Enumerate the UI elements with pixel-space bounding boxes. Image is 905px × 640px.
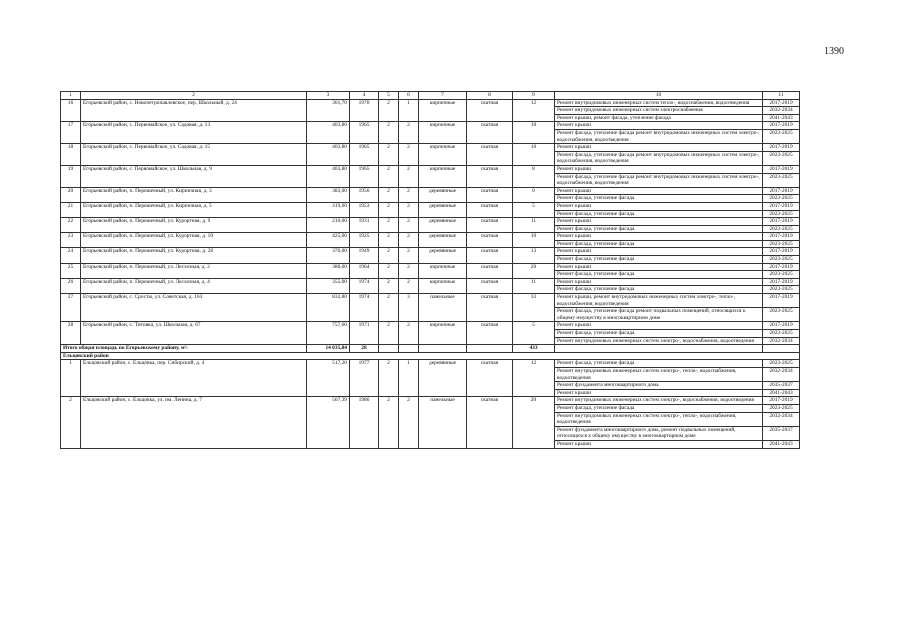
house-row	[61, 248, 800, 256]
roof-type: скатная	[467, 397, 513, 448]
total-area: 567,39	[307, 397, 350, 448]
wall-material: деревянные	[419, 218, 467, 233]
floors-count: 2	[379, 187, 399, 202]
repair-period: 2023-2025	[763, 151, 800, 165]
roof-type: скатная	[467, 294, 513, 322]
house-address: Егорьевский район, п. Перешечный, ул. Лесхозная, д. 2	[81, 263, 307, 278]
floors-count: 2	[379, 397, 399, 448]
floors-count: 2	[379, 144, 399, 166]
wall-material: деревянные	[419, 187, 467, 202]
column-number-11: 11	[763, 92, 800, 100]
wall-material: кирпичные	[419, 165, 467, 187]
total-area: 403,80	[307, 122, 350, 144]
repair-work: Ремонт фасада, утепление фасада ремонт внутридомовых инженерных систем электро-, водоснабжения, водоотведения	[555, 173, 763, 187]
row-number: 28	[61, 322, 81, 345]
house-row	[61, 122, 800, 130]
build-year: 1970	[350, 99, 379, 122]
build-year: 1949	[350, 248, 379, 263]
row-number: 25	[61, 263, 81, 278]
wall-material: кирпичные	[419, 99, 467, 122]
district-total-row	[61, 345, 800, 353]
row-number: 20	[61, 187, 81, 202]
wear-percent: 11	[513, 278, 555, 293]
repair-work: Ремонт внутридомовых инженерных систем электроснабжения	[555, 107, 763, 115]
wall-material: деревянные	[419, 233, 467, 248]
build-year: 1953	[350, 202, 379, 217]
total-area: 757,60	[307, 322, 350, 345]
entrances-count: 2	[399, 202, 419, 217]
wall-material: деревянные	[419, 248, 467, 263]
total-area: 376,00	[307, 248, 350, 263]
build-year: 1931	[350, 218, 379, 233]
build-year: 1965	[350, 144, 379, 166]
roof-type: скатная	[467, 202, 513, 217]
repair-work: Ремонт крыши, ремонт внутридомовых инженерных систем электро-, тепло-, водоснабжения, водоотведения	[555, 294, 763, 308]
house-address: Егорьевский район, с. Первомайское, ул. Садовая, д. 15	[81, 144, 307, 166]
build-year: 1925	[350, 233, 379, 248]
total-area: 425,00	[307, 233, 350, 248]
repair-period: 2041-2043	[763, 440, 800, 448]
house-row	[61, 322, 800, 330]
total-area: 210,00	[307, 218, 350, 233]
roof-type: скатная	[467, 165, 513, 187]
total-area: 832,80	[307, 294, 350, 322]
repair-work: Ремонт крыши	[555, 122, 763, 130]
wear-percent: 13	[513, 248, 555, 263]
roof-type: скатная	[467, 233, 513, 248]
wall-material: деревянные	[419, 360, 467, 397]
repair-work: Ремонт фасада, утепление фасада	[555, 240, 763, 248]
roof-type: скатная	[467, 99, 513, 122]
repair-period: 2023-2025	[763, 129, 800, 143]
repair-period: 2032-2034	[763, 107, 800, 115]
repair-work: Ремонт крыши	[555, 187, 763, 195]
house-address: Егорьевский район, с. Первомайское, ул. Школьная, д. 9	[81, 165, 307, 187]
repair-work: Ремонт крыши	[555, 233, 763, 241]
repair-period: 2041-2043	[763, 389, 800, 397]
entrances-count: 2	[399, 263, 419, 278]
wall-material: кирпичные	[419, 122, 467, 144]
repair-work: Ремонт крыши	[555, 218, 763, 226]
roof-type: скатная	[467, 360, 513, 397]
house-row	[61, 165, 800, 173]
floors-count: 2	[379, 263, 399, 278]
repair-work: Ремонт крыши	[555, 389, 763, 397]
row-number: 16	[61, 99, 81, 122]
column-number-1: 1	[61, 92, 81, 100]
house-address: Егорьевский район, п. Перешечный, ул. Курортная, д. 9	[81, 218, 307, 233]
total-area: 355,00	[307, 278, 350, 293]
build-year: 1986	[350, 397, 379, 448]
repair-work: Ремонт крыши	[555, 144, 763, 152]
repair-work: Ремонт крыши	[555, 263, 763, 271]
repair-work: Ремонт крыши	[555, 202, 763, 210]
house-row	[61, 144, 800, 152]
floors-count: 2	[379, 233, 399, 248]
wall-material: панельные	[419, 397, 467, 448]
wall-material: кирпичные	[419, 144, 467, 166]
repair-period: 2017-2019	[763, 248, 800, 256]
repair-work: Ремонт фасада, утепление фасада	[555, 286, 763, 294]
repair-work: Ремонт внутридомовых инженерных систем тепло-, водоснабжения, водоотведения	[555, 99, 763, 107]
repair-period: 2023-2025	[763, 360, 800, 368]
house-row	[61, 233, 800, 241]
repair-period: 2017-2019	[763, 294, 800, 308]
entrances-count: 1	[399, 99, 419, 122]
repair-period: 2017-2019	[763, 187, 800, 195]
repair-period: 2023-2025	[763, 225, 800, 233]
wear-percent: 10	[513, 233, 555, 248]
page-number: 1390	[824, 46, 844, 57]
repair-period: 2023-2025	[763, 210, 800, 218]
floors-count: 2	[379, 248, 399, 263]
build-year: 1977	[350, 360, 379, 397]
house-address: Егорьевский район, с. Титовка, ул. Школьная, д. 67	[81, 322, 307, 345]
column-number-row	[61, 92, 800, 100]
repair-work: Ремонт крыши	[555, 165, 763, 173]
roof-type: скатная	[467, 322, 513, 345]
repair-period: 2017-2019	[763, 218, 800, 226]
house-address: Егорьевский район, с. Сросты, ул. Советская, д. 163	[81, 294, 307, 322]
repair-period: 2017-2019	[763, 397, 800, 405]
house-row	[61, 202, 800, 210]
roof-type: скатная	[467, 218, 513, 233]
row-number: 21	[61, 202, 81, 217]
repair-period: 2017-2019	[763, 202, 800, 210]
repair-work: Ремонт крыши, ремонт фасада, утепление фасада	[555, 114, 763, 122]
total-area: 403,80	[307, 144, 350, 166]
repair-work: Ремонт фасада, утепление фасада ремонт подвальных помещений, относящихся к общему имуществу в многоквартирном доме	[555, 308, 763, 322]
roof-type: скатная	[467, 187, 513, 202]
repair-period: 2032-2034	[763, 367, 800, 381]
entrances-count: 2	[399, 278, 419, 293]
repair-work: Ремонт фундамента многоквартирного дома, ремонт подвальных помещений, относящихся к общему имуществу в многоквартирном доме	[555, 426, 763, 440]
entrances-count: 3	[399, 294, 419, 322]
row-number: 17	[61, 122, 81, 144]
floors-count: 2	[379, 165, 399, 187]
repair-work: Ремонт внутридомовых инженерных систем электро-, водоснабжения, водоотведения	[555, 337, 763, 345]
house-address: Егорьевский район, п. Перешечный, ул. Курортная, д. 10	[81, 233, 307, 248]
house-address: Егорьевский район, с. Новопетропавловское, пер. Школьный, д. 24	[81, 99, 307, 122]
house-row	[61, 218, 800, 226]
repair-work: Ремонт фасада, утепление фасада ремонт внутридомовых инженерных систем электро-, водоснабжения, водоотведения	[555, 151, 763, 165]
wall-material: деревянные	[419, 202, 467, 217]
entrances-count: 2	[399, 122, 419, 144]
wall-material: кирпичные	[419, 278, 467, 293]
build-year: 1971	[350, 322, 379, 345]
repair-period: 2032-2034	[763, 337, 800, 345]
empty-cell	[379, 345, 399, 353]
floors-count: 2	[379, 122, 399, 144]
repair-work: Ремонт фасада, утепление фасада	[555, 256, 763, 264]
wall-material: кирпичные	[419, 263, 467, 278]
repair-period: 2023-2025	[763, 286, 800, 294]
wear-percent: 8	[513, 165, 555, 187]
roof-type: скатная	[467, 263, 513, 278]
repair-work: Ремонт крыши	[555, 440, 763, 448]
total-area: 403,80	[307, 165, 350, 187]
row-number: 24	[61, 248, 81, 263]
repair-work: Ремонт фундамента многоквартирного дома	[555, 382, 763, 390]
roof-type: скатная	[467, 122, 513, 144]
floors-count: 2	[379, 218, 399, 233]
repair-period: 2041-2043	[763, 114, 800, 122]
repair-work: Ремонт фасада, утепление фасада	[555, 360, 763, 368]
floors-count: 2	[379, 99, 399, 122]
house-row	[61, 187, 800, 195]
wear-percent: 0	[513, 187, 555, 202]
column-number-5: 5	[379, 92, 399, 100]
empty-cell	[763, 345, 800, 353]
capital-repair-table	[60, 91, 800, 449]
repair-period: 2023-2025	[763, 271, 800, 279]
total-label: Итого общая площадь по Егорьевскому району, м²:	[61, 345, 307, 353]
repair-period: 2017-2019	[763, 233, 800, 241]
empty-cell	[399, 345, 419, 353]
row-number: 18	[61, 144, 81, 166]
repair-work: Ремонт внутридомовых инженерных систем электро-, тепло-, водоснабжения, водоотведения	[555, 412, 763, 426]
wear-percent: 5	[513, 322, 555, 345]
house-address: Ельцовский район, с. Ельцовка, ул. им. Ленина, д. 7	[81, 397, 307, 448]
wall-material: кирпичные	[419, 322, 467, 345]
row-number: 23	[61, 233, 81, 248]
entrances-count: 2	[399, 165, 419, 187]
floors-count: 2	[379, 278, 399, 293]
build-year: 1965	[350, 122, 379, 144]
repair-work: Ремонт фасада, утепление фасада	[555, 404, 763, 412]
repair-period: 2017-2019	[763, 263, 800, 271]
total-area: 383,00	[307, 187, 350, 202]
total-area: 380,00	[307, 263, 350, 278]
repair-work: Ремонт внутридомовых инженерных систем электро-, тепло-, водоснабжения, водоотведения	[555, 367, 763, 381]
repair-period: 2023-2025	[763, 173, 800, 187]
wall-material: панельные	[419, 294, 467, 322]
empty-cell	[555, 345, 763, 353]
column-number-2: 2	[81, 92, 307, 100]
column-number-8: 8	[467, 92, 513, 100]
repair-period: 2032-2034	[763, 412, 800, 426]
row-number: 22	[61, 218, 81, 233]
repair-work: Ремонт фасада, утепление фасада	[555, 195, 763, 203]
house-row	[61, 360, 800, 368]
floors-count: 2	[379, 322, 399, 345]
wear-percent: 10	[513, 144, 555, 166]
wear-percent: 11	[513, 218, 555, 233]
wear-percent: 20	[513, 263, 555, 278]
repair-period: 2017-2019	[763, 278, 800, 286]
repair-work: Ремонт крыши	[555, 322, 763, 330]
row-number: 1	[61, 360, 81, 397]
entrances-count: 2	[399, 218, 419, 233]
house-address: Егорьевский район, п. Перешечный, ул. Лесхозная, д. 4	[81, 278, 307, 293]
empty-cell	[419, 345, 467, 353]
repair-period: 2017-2019	[763, 99, 800, 107]
total-area: 319,00	[307, 202, 350, 217]
roof-type: скатная	[467, 278, 513, 293]
repair-period: 2023-2025	[763, 240, 800, 248]
floors-count: 2	[379, 294, 399, 322]
repair-period: 2017-2019	[763, 144, 800, 152]
wear-percent: 12	[513, 360, 555, 397]
repair-work: Ремонт фасада, утепление фасада	[555, 271, 763, 279]
entrances-count: 2	[399, 233, 419, 248]
empty-cell	[467, 345, 513, 353]
column-number-4: 4	[350, 92, 379, 100]
house-address: Ельцовский район, с. Ельцовка, пер. Сибирский, д. 4	[81, 360, 307, 397]
house-address: Егорьевский район, п. Перешечный, ул. Кирпичная, д. 3	[81, 187, 307, 202]
repair-period: 2035-2037	[763, 382, 800, 390]
house-row	[61, 294, 800, 308]
wear-percent: 10	[513, 122, 555, 144]
column-number-3: 3	[307, 92, 350, 100]
repair-period: 2017-2019	[763, 165, 800, 173]
total-area-sum: 14 035,84	[307, 345, 350, 353]
entrances-count: 2	[399, 322, 419, 345]
repair-work: Ремонт крыши	[555, 278, 763, 286]
entrances-count: 1	[399, 360, 419, 397]
column-number-10: 10	[555, 92, 763, 100]
house-row	[61, 278, 800, 286]
entrances-count: 2	[399, 248, 419, 263]
repair-period: 2023-2025	[763, 195, 800, 203]
floors-count: 2	[379, 360, 399, 397]
repair-period: 2035-2037	[763, 426, 800, 440]
repair-period: 2023-2025	[763, 308, 800, 322]
district-name: Ельцовский район	[61, 352, 800, 360]
build-year: 1956	[350, 187, 379, 202]
district-section-row	[61, 352, 800, 360]
house-address: Егорьевский район, п. Перешечный, ул. Кирпичная, д. 5	[81, 202, 307, 217]
repair-period: 2023-2025	[763, 256, 800, 264]
repair-work: Ремонт фасада, утепление фасада	[555, 330, 763, 338]
total-area: 517,20	[307, 360, 350, 397]
build-year: 1965	[350, 165, 379, 187]
repair-work: Ремонт крыши	[555, 248, 763, 256]
entrances-count: 2	[399, 144, 419, 166]
total-area: 361,70	[307, 99, 350, 122]
row-number: 19	[61, 165, 81, 187]
roof-type: скатная	[467, 144, 513, 166]
row-number: 2	[61, 397, 81, 448]
repair-period: 2023-2025	[763, 404, 800, 412]
column-number-6: 6	[399, 92, 419, 100]
total-wear-sum: 433	[513, 345, 555, 353]
wear-percent: 33	[513, 294, 555, 322]
column-number-9: 9	[513, 92, 555, 100]
repair-period: 2017-2019	[763, 322, 800, 330]
build-year: 1964	[350, 263, 379, 278]
roof-type: скатная	[467, 248, 513, 263]
floors-count: 2	[379, 202, 399, 217]
row-number: 26	[61, 278, 81, 293]
house-address: Егорьевский район, п. Перешечный, ул. Курортная, д. 28	[81, 248, 307, 263]
house-address: Егорьевский район, с. Первомайское, ул. Садовая, д. 13	[81, 122, 307, 144]
wear-percent: 5	[513, 202, 555, 217]
row-number: 27	[61, 294, 81, 322]
column-number-7: 7	[419, 92, 467, 100]
repair-period: 2017-2019	[763, 122, 800, 130]
repair-work: Ремонт фасада, утепление фасада ремонт внутридомовых инженерных систем электро-, водоснабжения, водоотведения	[555, 129, 763, 143]
build-year: 1974	[350, 294, 379, 322]
total-house-count: 28	[350, 345, 379, 353]
build-year: 1974	[350, 278, 379, 293]
wear-percent: 20	[513, 397, 555, 448]
house-row	[61, 397, 800, 405]
wear-percent: 12	[513, 99, 555, 122]
entrances-count: 2	[399, 397, 419, 448]
house-row	[61, 99, 800, 107]
repair-work: Ремонт фасада, утепление фасада	[555, 210, 763, 218]
table-body	[61, 92, 800, 449]
repair-work: Ремонт внутридомовых инженерных систем электро-, водоснабжения, водоотведения	[555, 397, 763, 405]
repair-period: 2023-2025	[763, 330, 800, 338]
repair-work: Ремонт фасада, утепление фасада	[555, 225, 763, 233]
entrances-count: 2	[399, 187, 419, 202]
house-row	[61, 263, 800, 271]
